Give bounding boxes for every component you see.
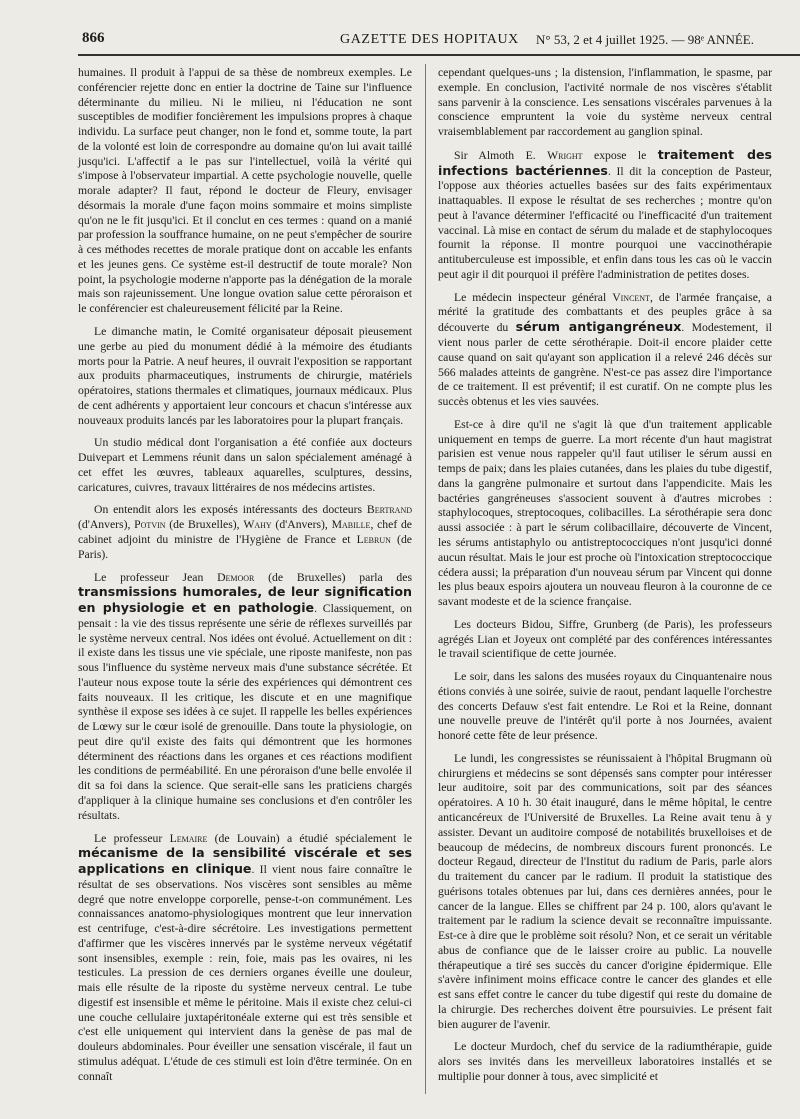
paragraph: humaines. Il produit à l'appui de sa thèse de nombreux exemples. Le conférencier rejette donc en entier la doctrine de Taine sur l'influence déterminante du milieu. Ni le milieu, ni l'éducation ne sont susceptibles de modifier foncièrement les impulsions propres à chaque individu. La surface peut changer, non le fond et, somme toute, la part de la volonté est loin de correspondre au domaine qu'on lui avait taillé jusqu'ici. L'affectif a le pas sur l'intellectuel, voilà la vérité qui s'impose à l'observateur impartial. A cette psychologie nouvelle, quelle morale adapter? Il faut, répond le docteur de Fleury, envisager désormais la morale d'une façon moins sommaire et moins simpliste qu'on ne le fit jusqu'ici. Et il conclut en ces termes : quand on a manié par profession la souffrance humaine, on ne peut s'empêcher de sourire à ces méthodes recettes de morale pratique dont on accable les enfants et les jeunes gens. Ce système est-il destructif de toute morale? Non point, la psychologie moderne n'apporte pas la dénégation de la morale mais son rajeunissement. Une longue ovation salue cette péroraison et le conférencier est chaleureusement félicité par la Reine. (78, 66, 412, 316)
text-run: (de Louvain) a étudié spécialement le (207, 831, 412, 845)
journal-title: GAZETTE DES HOPITAUX (340, 32, 519, 47)
text-run: , chef de cabinet adjoint du ministre de l'Hygiène de France et (78, 518, 412, 546)
topic-heading: traitement des infections bactériennes (438, 146, 772, 178)
paragraph: Le lundi, les congressistes se réunissaient à l'hôpital Brugmann où chirurgiens et médecins se sont dépensés sans compter pour intéresser leur auditoire, soit par des communications, soit par des séances opératoires. A 10 h. 30 était inauguré, dans le même hôpital, le centre anticancéreux de l'Université de Bruxelles. La Reine avait tenu à y assister. Devant un auditoire composé de notabilités bruxelloises et de beaucoup de médecins, de nombreux discours furent prononcés. Le docteur Regaud, directeur de l'Institut du radium de Paris, parle alors du traitement du cancer par le radium. Il produit la statistique des guérisons totales obtenues par lui, dans ces dernières années, pour le cancer de la langue. Elles se chiffrent par 24 p. 100, alors qu'avant le traitement par le radium la science devait se reconnaître impuissante. Est-ce à dire que le problème soit résolu? Non, et ce serait un véritable abus de confiance que de le laisser croire au public. La nouvelle thérapeutique a tiré ses succès du cancer d'origine épidermique. Elle s'avère infiniment moins efficace contre le cancer des glandes et elle est sans effet contre le cancer du tube digestif qui reste du domaine de la chirurgie. Des recherches doivent être poursuivies. Le présent fait bien augurer de l'avenir. (438, 751, 772, 1031)
text-run: Sir Almoth E. (454, 148, 548, 162)
text-run: , de l'armée française, a mérité la gratitude des combattants et des peuples grâce à sa découverte du (438, 290, 772, 335)
text-run: . Modestement, il vient nous parler de cette sérothérapie. Doit-il encore plaider cette cause quand on sait qu'ayant son application il a relevé 246 décès sur 566 malades atteints de gangrène. N'est-ce pas assez dire l'importance de ce traitement. Il est préventif; il est curatif. On ne compte plus les succès obtenus et les vies sauvées. (438, 321, 772, 409)
person-name: Vincent (612, 290, 650, 304)
person-name: Lemaire (169, 831, 208, 845)
paragraph: Le docteur Murdoch, chef du service de la radiumthérapie, guide alors ses invités dans les merveilleux laboratoires installés et se multiplie pour donner à tous, avec simplicité et (438, 1040, 772, 1083)
person-name: Wahy (243, 518, 272, 532)
paragraph (78, 503, 412, 562)
paragraph: Est-ce à dire qu'il ne s'agit là que d'un traitement applicable uniquement en temps de guerre. La mort récente d'un haut magistrat parisien est venue nous rappeler qu'il faut utiliser le sérum aussi en temps de paix; dans les plaies cutanées, dans les plaies du tube digestif, dans la gangrène pulmonaire et surtout dans l'appendicite. Mais les bactéries gangréneuses s'associent souvent à d'autres microbes : staphylocoques, streptocoques, colibacilles. La sérothérapie sera donc aussi associée : à part le sérum colibacillaire, découverte de Vincent, les sérums antistaphylo ou antistreptococciques n'ont jusqu'ici donné aucun résultat. Mais le jour est proche où l'intoxication streptococcique cédera aussi; la préparation d'un nouveau sérum par Vincent qui donne les plus beaux espoirs ajoutera un nouveau fleuron à la couronne de ce savant modeste et de la science française. (438, 417, 772, 609)
paragraph: cependant quelques-uns ; la distension, l'inflammation, le spasme, par exemple. En conclusion, l'activité normale de nos viscères s'établit sans parvenir à la conscience. Les sensations viscérales parvenues à la conscience empruntent la voie du système nerveux central vraisemblablement par raccordement au ganglion spinal. (438, 66, 772, 139)
text-run: (d'Anvers), (78, 518, 135, 532)
column-divider (425, 64, 426, 1094)
left-column (78, 66, 412, 1093)
paragraph (78, 832, 412, 1085)
topic-heading: sérum antigangréneux (515, 319, 682, 335)
text-run: Le professeur (94, 831, 170, 845)
right-column (438, 66, 772, 1093)
text-run: Le professeur Jean (94, 570, 218, 584)
page-header (78, 24, 798, 56)
text-run: expose le (582, 148, 658, 162)
text-run: . Il dit la conception de Pasteur, l'oppose aux théories actuelles basées sur des faits expérimentaux inattaquables. Il expose le résultat de ses recherches ; montre qu'on peut à l'avance déterminer l'efficacité ou l'inefficacité d'un traitement vaccinal. Là mise en contact de sérum du malade et de staphylocoques fournit la réponse. Il montre pourquoi une vaccinothérapie antituberculeuse est impossible, et enfin dans tous les cas où le vaccin peut agir il dit pourquoi il préfère l'administration de petites doses. (438, 164, 772, 281)
paragraph: Un studio médical dont l'organisation a été confiée aux docteurs Duivepart et Lemmens réunit dans un salon spécialement aménagé à cet effet les œuvres, tableaux aquarelles, sculptures, dessins, caricatures, cuivres, travaux littéraires de nos médecins artistes. (78, 436, 412, 494)
topic-heading: mécanisme de la sensibilité viscérale et ses applications en clinique (78, 845, 412, 877)
paragraph (78, 571, 412, 824)
text-run: (d'Anvers), (271, 518, 332, 532)
person-name: Potvin (134, 518, 166, 532)
text-run: On entendit alors les exposés intéressants des docteurs (94, 503, 367, 517)
text-run: (de Bruxelles) parla des (254, 570, 412, 584)
header-rule (78, 54, 800, 56)
person-name: Wright (547, 148, 583, 162)
person-name: Demoor (217, 570, 255, 584)
person-name: Lebrun (356, 532, 391, 546)
text-run: (de Bruxelles), (165, 518, 244, 532)
paragraph: Le soir, dans les salons des musées royaux du Cinquantenaire nous étions conviés à une soirée, suivie de raout, pendant laquelle l'orchestre des concerts Defauw s'est fait entendre. Le Roi et la Reine, donnant une nouvelle preuve de l'intérêt qu'il porte à nos Journées, avaient honoré cette fête de leur présence. (438, 670, 772, 743)
person-name: Bertrand (366, 503, 412, 517)
paragraph: Les docteurs Bidou, Siffre, Grunberg (de Paris), les professeurs agrégés Lian et Joyeux ont complété par des conférences intéressantes le travail scientifique de cette journée. (438, 617, 772, 661)
person-name: Mabille (331, 518, 371, 532)
page-number: 866 (82, 30, 105, 46)
text-run: Le médecin inspecteur général (454, 290, 613, 304)
text-run: . Classiquement, on pensait : la vie des tissus représente une série de réflexes surveillés par le système nerveux central. Nos idées ont évolué. Actuellement on dit : il existe dans les tissus une vie spéciale, une riposte manifeste, non pas sous l'influence du système nerveux mais d'une substance sécrétée. Et l'auteur nous expose toute la série des expériences qui démontrent ces faits nouveaux. Il les critique, les discute et en une magnifique synthèse il expose ses idées à ce sujet. Il rappelle les belles expériences de Lœwy sur le cœur isolé de grenouille. Dans toute la physiologie, on peut dire qu'il existe des faits qui démontrent que les hormones déterminent des réactions dans les organes et ces réactions modifient les conditions de perméabilité. En une péroraison d'une belle envolée il dit sa foi dans la science. Que serait-elle sans les praticiens chargés d'appliquer à la clinique humaine ses conclusions et d'en contrôler les résultats. (78, 602, 412, 822)
paragraph: Le dimanche matin, le Comité organisateur déposait pieusement une gerbe au pied du monument dédié à la mémoire des étudiants morts pour la Patrie. A neuf heures, il ouvrait l'exposition se rapportant aux produits pharmaceutiques, instruments de chirurgie, matériels opératoires, stations thermales et climatiques, journaux médicaux. Plus de cent adhérents y apportaient leur concours et chacun s'intéresse aux nouveaux produits lancés par les laboratoires pour la plupart français. (78, 325, 412, 427)
issue-info: N° 53, 2 et 4 juillet 1925. — 98ᵉ ANNÉE. (536, 32, 754, 47)
paragraph (438, 148, 772, 283)
text-run: (de Paris). (78, 532, 412, 561)
text-run: . Il vient nous faire connaître le résultat de ses observations. Nos viscères sont sensibles au même degré que notre enveloppe corporelle, pense-t-on communément. Les connaissances anatomo-physiologiques montrent que leur innervation est centrifuge, c'est-à-dire sécrétoire. Les investigations permettent d'affirmer que les viscères innervés par le système nerveux végétatif sont insensibles, exemple : rein, foie, mais pas les ovaires, ni les testicules. La pression de ces derniers organes éveille une douleur, mais elle résulte de la riposte du système nerveux central. Le tube digestif est insensible et même le péritoine. Mais il existe chez celui-ci une couche cellulaire juxtapéritonéale externe qui est très sensible et c'est elle uniquement qui intervient dans la genèse de pas mal de douleurs abdominales. Pour éveiller une sensation viscérale, il faut un stimulus adéquat. L'étude de ces stimuli est loin d'être terminée. On en connaît (78, 863, 412, 1083)
paragraph (438, 291, 772, 410)
topic-heading: transmissions humorales, de leur signification en physiologie et en pathologie (78, 584, 412, 616)
